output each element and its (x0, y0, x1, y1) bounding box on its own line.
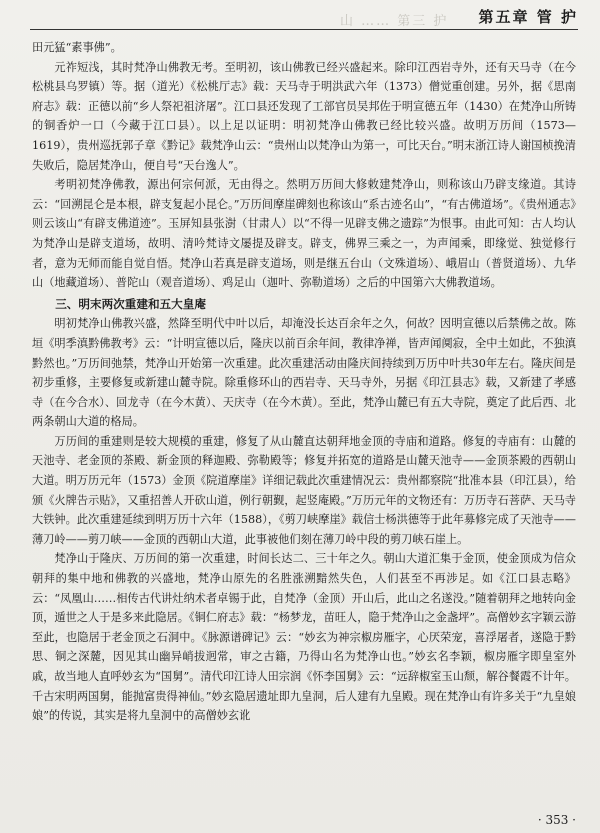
body-text (32, 38, 576, 726)
chapter-title: 第五章 管 护 (478, 8, 578, 26)
section-heading: 三、明末两次重建和五大皇庵 (55, 296, 206, 311)
header-rule (30, 29, 578, 30)
paragraph: 明初梵净山佛教兴盛，然降至明代中叶以后，却淹没长达百余年之久，何故？因明宣德以后禁佛之故。陈垣《明季滇黔佛教考》云：“计明宣德以后，隆庆以前百余年间，教律净禅，皆声闻阒寂，全中土如此，不独滇黔然也。”万历间弛禁，梵净山开始第一次重建。此次重建活动由隆庆间持续到万历中叶共30年左右。隆庆间是初步重修，主要修复或新建山麓寺院。除重修环山的西岩寺、天马寺外，另据《印江县志》载，又新建了孝感寺（在今合水）、回龙寺（在今木黄）、天庆寺（在今木黄）。至此，梵净山麓已有五大寺院，奠定了此后西、北两条朝山大道的格局。 (32, 317, 576, 429)
page-number: · 353 · (537, 813, 576, 827)
paragraph: 考明初梵净佛教，源出何宗何派，无由得之。然明万历间大修敕建梵净山，则称该山乃辟支缘道。其诗云：“回溯昆仑是本根，辟支复起小昆仑。”万历间摩崖碑刻也称该山“系古迹名山”，“有古佛道场”。《贵州通志》则云该山“有辟支佛道迹”。玉屏知县张澍（甘肃人）以“不得一见辟支佛之遗踪”为恨事。由此可知：古人均认为梵净山是辟支道场，故明、清吟梵诗文屡提及辟支。辟支，佛界三乘之一，为声闻乘，即缘觉、独觉修行者，意为无师而能自觉自悟。梵净山若真是辟支道场，则是继五台山（文殊道场）、峨眉山（普贤道场）、九华山（地藏道场）、普陀山（观音道场）、鸡足山（迦叶、弥勒道场）之后的中国第六大佛教道场。 (32, 178, 576, 290)
paragraph: 梵净山于隆庆、万历间的第一次重建，时间长达二、三十年之久。朝山大道汇集于金顶，使金顶成为信众朝拜的集中地和佛教的兴盛地，梵净山原先的名胜涨溯黯然失色，人们甚至不再涉足。如《江口县志略》云：“凤凰山……相传古代讲灶纳术者卓锡于此，自梵净（金顶）开山后，此山之名遂没。”随着朝拜之地转向金顶，遁世之人于是多来此隐居。《铜仁府志》载：“杨梦龙，苗旺人，隐于梵净山之金盏坪”。高僧妙玄字颖云游至此，也隐居于老金顶之石洞中。《脉源谱碑记》云：“妙玄为神宗椒房雁字，心厌荣宠，喜浮屠者，遂隐于黔思、铜之深麓，因见其山幽异峭拔迥常，审之古籍，乃得山名为梵净山也。”妙玄名李颖，椒房雁字即皇室外戚，故当地人直呼妙玄为“国舅”。清代印江诗人田宗润《怀李国舅》云：“远辞椒室玉山颓，解谷餐霞不计年。千古宋明两国舅，能抛富贵得神仙。”妙玄隐居遗址即九皇洞，后人建有九皇殿。现在梵净山有许多关于“九皇娘娘”的传说，其实是将九皇洞中的高僧妙玄讹 (32, 552, 576, 723)
paragraph: 万历间的重建则是较大规模的重建，修复了从山麓直达朝拜地金顶的寺庙和道路。修复的寺庙有：山麓的天池寺、老金顶的茶殿、新金顶的释迦殿、弥勒殿等；修复并拓宽的道路是山麓天池寺——金顶茶殿的西朝山大道。明万历元年（1573）金顶《院道摩崖》详细记载此次重建情况云：贵州都察院“批准本县（印江县），给颁《火牌告示贴》，又重招善人开砍山道，例行朝觐，起竖庵殿。”万历元年的文物还有：万历寺石菩萨、天马寺大铁钟。此次重建延续到明万历十六年（1588），《剪刀峡摩崖》载信士杨洪德等于此年募修完成了天池寺——薄刀岭——剪刀峡——金顶的西朝山大道，此事被他们刻在薄刀岭中段的剪刀峡石崖上。 (32, 434, 576, 546)
paragraph: 元祚短浅，其时梵净山佛教无考。至明初，该山佛教已经兴盛起来。除印江西岩寺外，还有天马寺（在今松桃县乌罗镇）等。据（道光）《松桃厅志》载：天马寺于明洪武六年（1373）僧觉重创建。另外，据《思南府志》载：正德以前“乡人祭祀祖济屠”。江口县还发现了工部官员吴邦佐于明宣德五年（1430）在梵净山所铸的铜香炉一口（今藏于江口县）。以上足以证明：明初梵净山佛教已经比较兴盛。故明万历间（1573—1619），贵州巡抚郭子章《黔记》载梵净山云：“贵州山以梵净山为第一，可比天台。”明末浙江诗人谢国桢挽清失败后，隐居梵净山，便自号“天台逸人”。 (32, 60, 576, 172)
paragraph: 田元猛“素事佛”。 (32, 41, 122, 54)
bleed-through-header: 山 …… 第三 护 (340, 14, 449, 29)
running-header (0, 0, 600, 34)
